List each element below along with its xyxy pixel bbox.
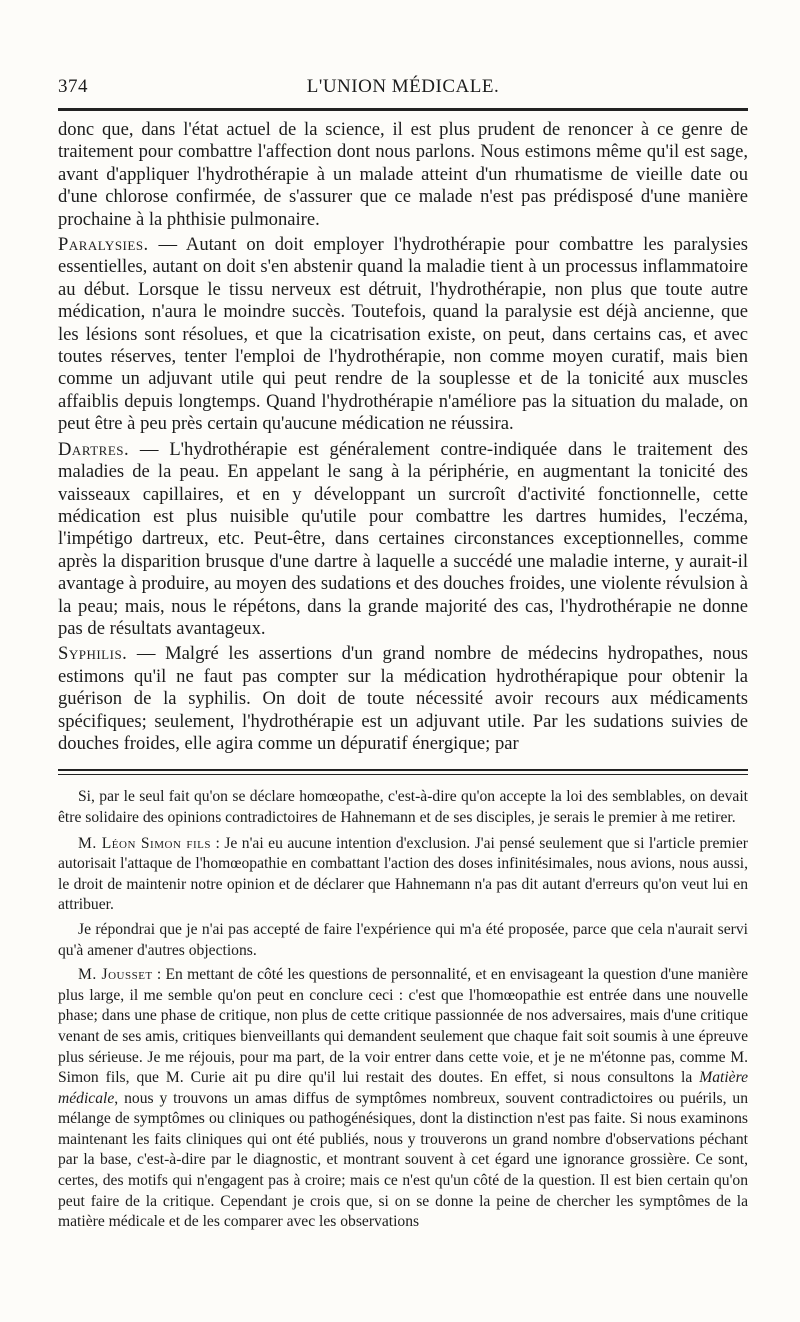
main-text <box>58 119 748 755</box>
section-paralysies <box>58 234 748 436</box>
section-text-dartres: — L'hydrothérapie est généralement contre-indiquée dans le traitement des maladies de la peau. En appelant le sang à la périphérie, en augmentant la tonicité des vaisseaux capillaires, et en y développant un surcroît d'activité fonctionnelle, cette médication est plus nuisible qu'utile pour combattre les dartres humides, l'eczéma, l'impétigo dartreux, etc. Peut-être, dans certaines circonstances exceptionnelles, comme après la disparition brusque d'une dartre à laquelle a succédé une maladie interne, y aurait-il avantage à produire, au moyen des sudations et des douches froides, une violente révulsion à la peau; mais, nous le répétons, dans la grande majorité des cas, l'hydrothérapie ne donne pas de résultats avantageux. <box>58 438 748 639</box>
section-syphilis <box>58 643 748 755</box>
section-dartres <box>58 439 748 641</box>
speaker-name: M. Léon Simon fils <box>78 834 211 852</box>
footnote-rule <box>58 769 748 775</box>
running-title: L'UNION MÉDICALE. <box>306 76 500 97</box>
paragraph-continuation: donc que, dans l'état actuel de la science, il est plus prudent de renoncer à ce genre de traitement pour combattre l'affection dont nous parlons. Nous estimons même qu'il est sage, avant d'appliquer l'hydrothérapie à un malade atteint d'un rhumatisme de vieille date ou d'une chlorose confirmée, de s'assurer que ce malade n'est pas prédisposé d'une manière prochaine à la phthisie pulmonaire. <box>58 119 748 230</box>
footnote-paragraph: Je répondrai que je n'ai pas accepté de faire l'expérience qui m'a été proposée, parce que cela n'aurait servi qu'à amener d'autres objections. <box>58 920 748 959</box>
section-text-paralysies: — Autant on doit employer l'hydrothérapie pour combattre les paralysies essentielles, autant on doit s'en abstenir quand la maladie tient à un processus inflammatoire au début. Lorsque le tissu nerveux est détruit, l'hydrothérapie, non plus que toute autre médication, n'aura le moindre succès. Toutefois, quand la paralysie est déjà ancienne, que les lésions sont résolues, et que la cicatrisation existe, on peut, dans certains cas, et avec toutes réserves, tenter l'emploi de l'hydrothérapie, non comme moyen curatif, mais bien comme un adjuvant utile qui peut rendre de la souplesse et de la tonicité aux muscles affaiblis depuis longtemps. Quand l'hydrothérapie n'améliore pas la situation du malade, on peut être à peu près certain qu'aucune médication ne réussira. <box>58 234 748 435</box>
section-text-syphilis: — Malgré les assertions d'un grand nombre de médecins hydropathes, nous estimons qu'il ne faut pas compter sur la médication hydrothérapique pour obtenir la guérison de la syphilis. On doit de toute nécessité avoir recours aux médicaments spécifiques; seulement, l'hydrothérapie est un adjuvant utile. Par les sudations suivies de douches froides, elle agira comme un dépuratif énergique; par <box>58 643 748 754</box>
footnote-paragraph: Si, par le seul fait qu'on se déclare homœopathe, c'est-à-dire qu'on accepte la loi des semblables, on devait être solidaire des opinions contradictoires de Hahnemann et de ses disciples, je serais le premier à me retirer. <box>58 788 748 826</box>
footnote-text: : En mettant de côté les questions de personnalité, et en envisageant la question d'une manière plus large, il me semble qu'on peut en conclure ceci : c'est que l'homœopathie est entrée dans une nouvelle phase; dans une phase de critique, non plus de cette critique passionnée de nos adversaires, mais d'une critique venant de ses amis, critiques bienveillants qui demandent seulement que chaque fait soit soumis à une épreuve plus sérieuse. Je me réjouis, pour ma part, de la voir entrer dans cette voie, et je ne m'étonne pas, comme M. Simon fils, que M. Curie ait pu dire qu'il lui restait des doutes. En effet, si nous consultons la <box>58 966 748 1087</box>
page-header <box>58 70 748 100</box>
section-heading-paralysies: Paralysies. <box>58 234 149 256</box>
footnote-text: , nous y trouvons un amas diffus de symptômes nombreux, souvent contradictoires ou puérils, un mélange de symptômes ou cliniques ou pathogénésiques, dont la distinction n'est pas faite. Si nous examinons maintenant les faits cliniques qui ont été publiés, nous y trouverons un grand nombre d'observations péchant par la base, c'est-à-dire par le diagnostic, et montrant souvent à cet égard une ignorance grossière. Ce sont, certes, des motifs qui n'engagent pas à croire; mais ce n'est qu'un côté de la question. Il est bien certain qu'on peut faire de la critique. Cependant je crois que, si on se donne la peine de chercher les symptômes de la matière médicale et de les comparer avec les observations <box>58 1089 748 1231</box>
page-number: 374 <box>58 76 88 97</box>
section-heading-syphilis: Syphilis. <box>58 643 128 665</box>
section-heading-dartres: Dartres. <box>58 438 130 460</box>
footnote-text: : Je n'ai eu aucune intention d'exclusion. J'ai pensé seulement que si l'article premier autorisait l'attaque de l'homœopathie en combattant l'action des doses infinitésimales, nous avions, nous aussi, le droit de maintenir notre opinion et de déclarer que Hahnemann n'a pas dit autant d'erreurs qu'on veut lui en attribuer. <box>58 834 748 914</box>
speaker-name: M. Jousset <box>78 966 153 984</box>
footnote-paragraph <box>58 834 748 916</box>
book-title: Matière médicale <box>58 1069 748 1107</box>
footnote-paragraph <box>58 965 748 1233</box>
header-rule <box>58 108 748 111</box>
footnotes <box>58 787 748 1232</box>
